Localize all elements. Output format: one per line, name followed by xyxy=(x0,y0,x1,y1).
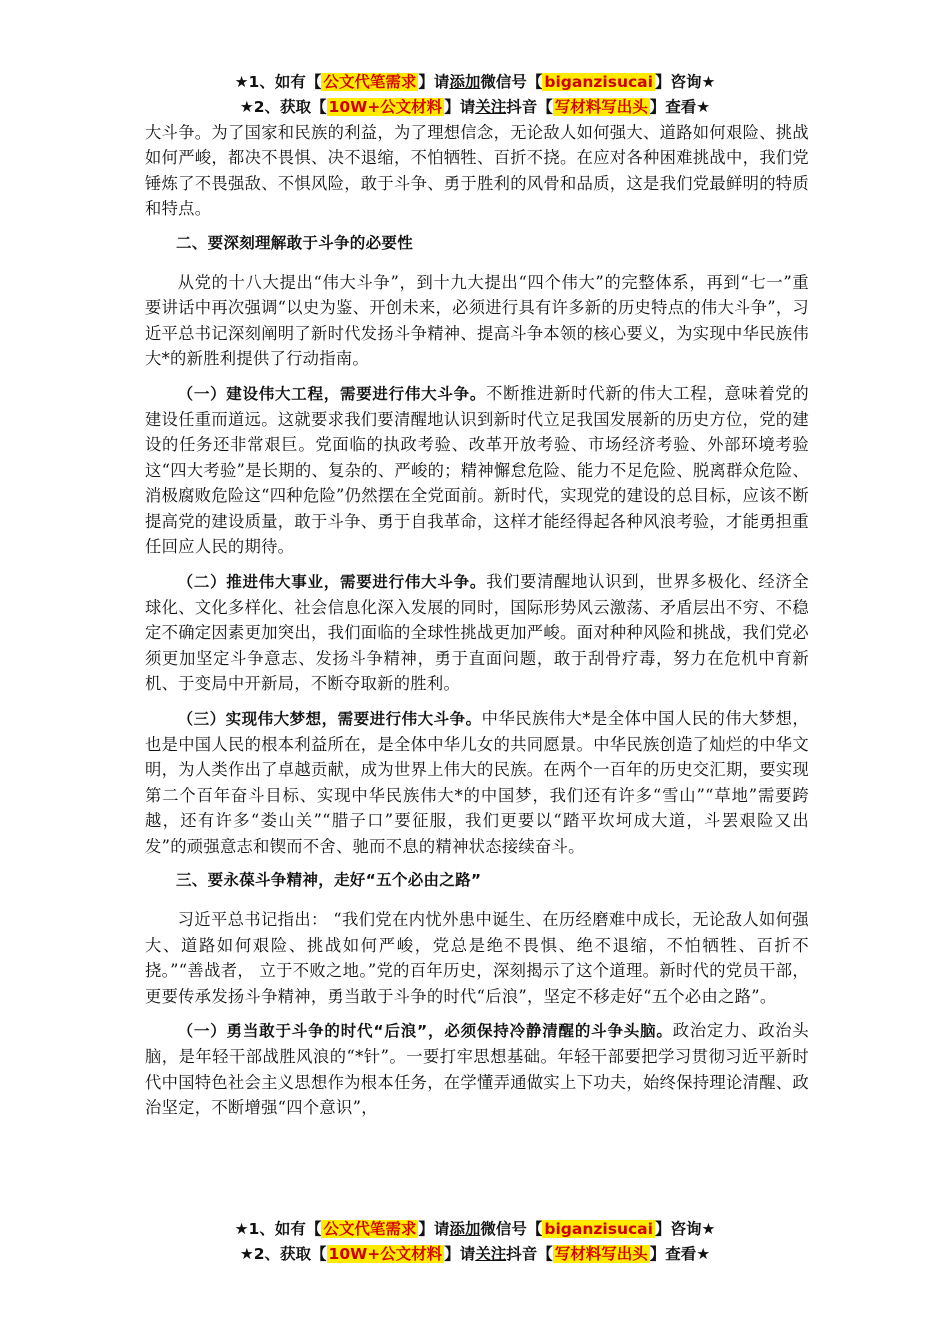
banner-text: ★1、如有【 xyxy=(234,73,322,91)
banner-text: 】请 xyxy=(418,1220,450,1238)
paragraph: 从党的十八大提出“伟大斗争”，到十九大提出“四个伟大”的完整体系，再到“七一”重要讲话中再次强调“以史为鉴、开创未来，必须进行具有许多新的历史特点的伟大斗争”，习近平总书记深刻阐明了新时代发扬斗争精神、提高斗争本领的核心要义，为实现中华民族伟大*的新胜利提供了行动指南。 xyxy=(145,273,809,369)
highlight-materials: 10W+公文材料 xyxy=(328,98,443,116)
banner-text: 微信号【 xyxy=(480,73,543,91)
paragraph xyxy=(145,381,809,560)
banner-text: 】请 xyxy=(444,98,476,116)
subsection-lead: （二）推进伟大事业，需要进行伟大斗争。 xyxy=(177,572,487,591)
banner-text: 】请 xyxy=(418,73,450,91)
highlight-wechat-id: biganzisucai xyxy=(544,1220,653,1238)
banner-underline-add: 添加 xyxy=(449,1220,481,1238)
highlight-wechat-id: biganzisucai xyxy=(544,73,653,91)
banner-text: 】查看★ xyxy=(649,1245,711,1263)
banner-text: ★1、如有【 xyxy=(234,1220,322,1238)
banner-text: 】查看★ xyxy=(649,98,711,116)
paragraph: 习近平总书记指出： “我们党在内忧外患中诞生、在历经磨难中成长，无论敌人如何强大、道路如何艰险、挑战如何严峻，党总是绝不畏惧、绝不退缩，不怕牺牲、百折不挠。”“善战者， 立于不败之地。”党的百年历史，深刻揭示了这个道理。新时代的党员干部，更要传承发扬斗争精神，勇当敢于斗争的时代“后浪”，坚定不移走好“五个必由之路”。 xyxy=(145,910,809,1006)
highlight-materials: 10W+公文材料 xyxy=(328,1245,443,1263)
section-heading-3: 三、要永葆斗争精神，走好“五个必由之路” xyxy=(176,870,482,889)
banner-line-2 xyxy=(0,1242,950,1267)
banner-line-1 xyxy=(0,70,950,95)
highlight-douyin: 写材料写出头 xyxy=(554,98,648,116)
section-heading-2: 二、要深刻理解敢于斗争的必要性 xyxy=(176,233,414,252)
paragraph xyxy=(145,569,809,697)
highlight-douyin: 写材料写出头 xyxy=(554,1245,648,1263)
highlight-ghostwriting: 公文代笔需求 xyxy=(323,73,417,91)
highlight-ghostwriting: 公文代笔需求 xyxy=(323,1220,417,1238)
paragraph xyxy=(145,706,809,859)
paragraph: 大斗争。为了国家和民族的利益，为了理想信念，无论敌人如何强大、道路如何艰险、挑战如何严峻，都决不畏惧、决不退缩，不怕牺牲、百折不挠。在应对各种困难挑战中，我们党锤炼了不畏强敌、不惧风险，敢于斗争、勇于胜利的风骨和品质，这是我们党最鲜明的特质和特点。 xyxy=(145,123,809,219)
subsection-lead: （一）勇当敢于斗争的时代“后浪”，必须保持冷静清醒的斗争头脑。 xyxy=(177,1022,673,1040)
banner-text: 】请 xyxy=(444,1245,476,1263)
banner-text: ★2、获取【 xyxy=(239,1245,327,1263)
paragraph xyxy=(145,1018,809,1121)
footer-banner xyxy=(0,1217,950,1267)
subsection-lead: （一）建设伟大工程，需要进行伟大斗争。 xyxy=(177,384,487,403)
banner-text: 】咨询★ xyxy=(654,1220,716,1238)
paragraph-text: 不断推进新时代新的伟大工程，意味着党的建设任重而道远。这就要求我们要清醒地认识到新时代立足我国发展新的历史方位，党的建设的任务还非常艰巨。党面临的执政考验、改革开放考验、市场经济考验、外部环境考验这“四大考验”是长期的、复杂的、严峻的；精神懈怠危险、能力不足危险、脱离群众危险、消极腐败危险这“四种危险”仍然摆在全党面前。新时代，实现党的建设的总目标，应该不断提高党的建设质量，敢于斗争、勇于自我革命，这样才能经得起各种风浪考验，才能勇担重任回应人民的期待。 xyxy=(145,383,809,557)
banner-line-1 xyxy=(0,1217,950,1242)
banner-underline-follow: 关注 xyxy=(475,1245,507,1263)
paragraph-text: 政治定力、政治头脑，是年轻干部战胜风浪的“*针”。一要打牢思想基础。年轻干部要把学习贯彻习近平新时代中国特色社会主义思想作为根本任务，在学懂弄通做实上下功夫，始终保持理论清醒、政治坚定，不断增强“四个意识”， xyxy=(145,1021,809,1118)
banner-line-2 xyxy=(0,95,950,120)
banner-text: 微信号【 xyxy=(480,1220,543,1238)
document-body xyxy=(145,120,809,1130)
banner-text: 】咨询★ xyxy=(654,73,716,91)
banner-underline-follow: 关注 xyxy=(475,98,507,116)
paragraph-text: 我们要清醒地认识到，世界多极化、经济全球化、文化多样化、社会信息化深入发展的同时，国际形势风云激荡、矛盾层出不穷、不稳定不确定因素更加突出，我们面临的全球性挑战更加严峻。面对种种风险和挑战，我们党必须更加坚定斗争意志、发扬斗争精神，勇于直面问题，敢于刮骨疗毒，努力在危机中育新机、于变局中开新局，不断夺取新的胜利。 xyxy=(145,571,809,694)
paragraph-text: 中华民族伟大*是全体中国人民的伟大梦想，也是中国人民的根本利益所在，是全体中华儿女的共同愿景。中华民族创造了灿烂的中华文明，为人类作出了卓越贡献，成为世界上伟大的民族。在两个一百年的历史交汇期，要实现第二个百年奋斗目标、实现中华民族伟大*的中国梦，我们还有许多“雪山”“草地”需要跨越，还有许多“娄山关”“腊子口”要征服，我们更要以“踏平坎坷成大道，斗罢艰险又出发”的顽强意志和锲而不舍、驰而不息的精神状态接续奋斗。 xyxy=(145,708,809,856)
banner-underline-add: 添加 xyxy=(449,73,481,91)
banner-text: 抖音【 xyxy=(506,1245,553,1263)
banner-text: 抖音【 xyxy=(506,98,553,116)
banner-text: ★2、获取【 xyxy=(239,98,327,116)
header-banner xyxy=(0,70,950,120)
subsection-lead: （三）实现伟大梦想，需要进行伟大斗争。 xyxy=(177,709,482,728)
